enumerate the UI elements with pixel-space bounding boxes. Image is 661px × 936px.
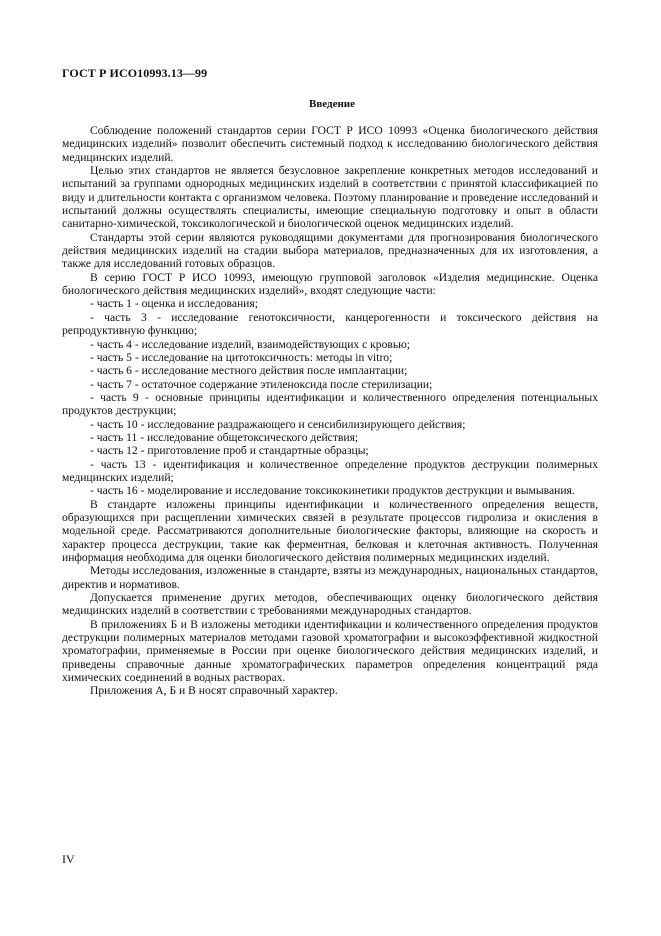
paragraph: В серию ГОСТ Р ИСО 10993, имеющую групповой заголовок «Изделия медицинские. Оценка биологического действия медицинских изделий», входят следующие части: [62, 270, 598, 298]
list-item: - часть 10 - исследование раздражающего и сенсибилизирующего действия; [90, 417, 466, 431]
list-item: - часть 13 - идентификация и количественное определение продуктов деструкции полимерных медицинских изделий; [62, 457, 598, 484]
paragraph: В приложениях Б и В изложены методики идентификации и количественного определения продуктов деструкции полимерных материалов методами газовой хроматографии и высокоэффективной жидкостной хроматографии, применяемые в России при оценке биологического действия медицинских изделий, и приведены справочные данные хроматографических параметров определения концентраций ряда химических соединений в водных растворах. [62, 617, 598, 685]
list-item: - часть 3 - исследование генотоксичности, канцерогенности и токсического действия на репродуктивную функцию; [62, 310, 598, 338]
paragraph: Методы исследования, изложенные в стандарте, взяты из международных, национальных стандартов, директив и нормативов. [62, 564, 598, 591]
paragraph: Целью этих стандартов не является безусловное закрепление конкретных методов исследований и испытаний за группами однородных медицинских изделий в соответствии с принятой классификацией по виду и длительности контакта с организмом человека. Поэтому планирование и проведение исследований и испытаний должны осуществлять специалисты, имеющие специальную подготовку и опыт в области санитарно-химической, токсикологической и биологической оценок медицинских изделий. [62, 164, 598, 231]
list-item: - часть 5 - исследование на цитотоксичность: методы in vitro; [90, 350, 393, 364]
list-item: - часть 12 - приготовление проб и стандартные образцы; [90, 444, 369, 458]
page-number: IV [62, 852, 75, 866]
list-item: - часть 16 - моделирование и исследование токсикокинетики продуктов деструкции и вымывания. [90, 484, 575, 498]
list-item: - часть 11 - исследование общетоксического действия; [90, 430, 359, 444]
paragraph: Стандарты этой серии являются руководящими документами для прогнозирования биологического действия медицинских изделий на стадии выбора материалов, предназначенных для их изготовления, а также для исследований готовых образцов. [62, 230, 598, 271]
paragraph: В стандарте изложены принципы идентификации и количественного определения веществ, образующихся при расщеплении химических связей в результате процессов гидролиза и окисления в модельной среде. Рассматриваются дополнительные биологические факторы, влияющие на скорость и характер процесса деструкции, такие как ферментная, белковая и клеточная активность. Полученная информация необходима для оценки биологического действия полимерных медицинских изделий. [62, 497, 598, 564]
list-item: - часть 9 - основные принципы идентификации и количественного определения потенциальных продуктов деструкции; [62, 390, 598, 418]
paragraph: Приложения А, Б и В носят справочный характер. [90, 684, 338, 698]
list-item: - часть 7 - остаточное содержание этиленоксида после стерилизации; [90, 377, 433, 391]
list-item: - часть 6 - исследование местного действия после имплантации; [90, 364, 408, 378]
list-item: - часть 4 - исследование изделий, взаимодействующих с кровью; [90, 337, 411, 351]
document-code: ГОСТ Р ИСО10993.13—99 [62, 66, 208, 80]
body-text [62, 124, 598, 698]
paragraph: Допускается применение других методов, обеспечивающих оценку биологического действия медицинских изделий в соответствии с требованиями международных стандартов. [62, 591, 598, 618]
section-title: Введение [308, 98, 356, 110]
paragraph: Соблюдение положений стандартов серии ГОСТ Р ИСО 10993 «Оценка биологического действия медицинских изделий» позволит обеспечить системный подход к исследованию биологического действия медицинских изделий. [62, 124, 598, 164]
list-item: - часть 1 - оценка и исследования; [90, 297, 258, 311]
